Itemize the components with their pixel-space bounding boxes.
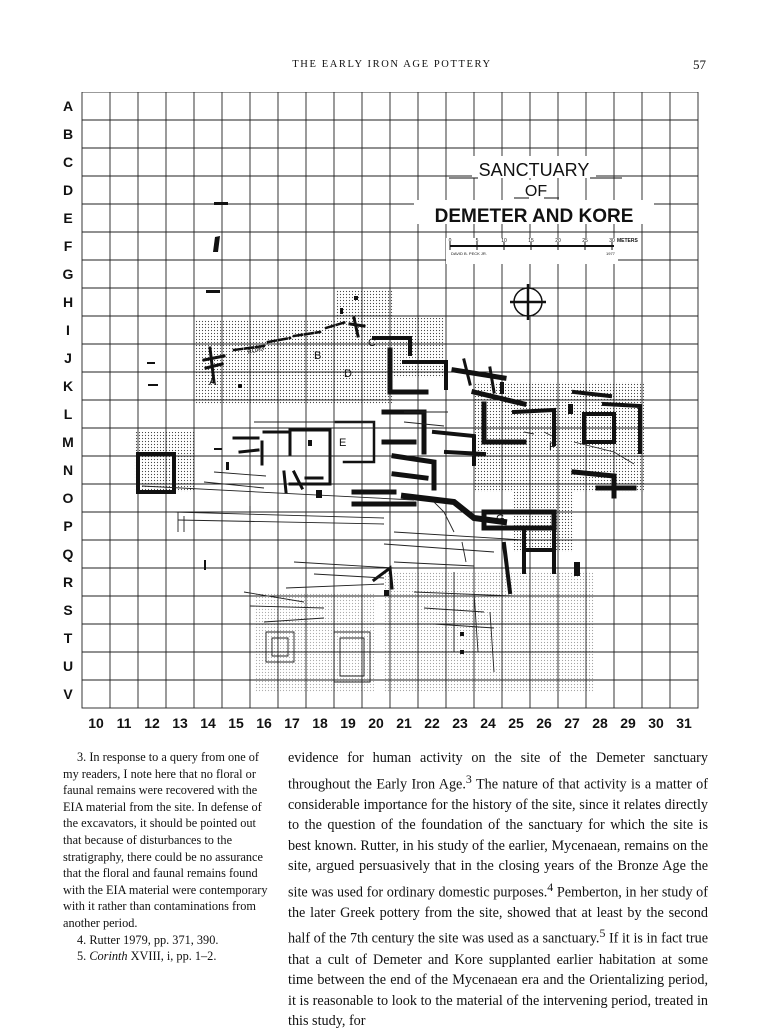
grid-lines: [82, 92, 698, 708]
col-label-23: 23: [452, 715, 468, 731]
scale-tick-30: 30: [609, 238, 615, 244]
row-label-d: D: [62, 182, 74, 198]
map-title-sanctuary: SANCTUARY: [478, 160, 590, 180]
row-label-u: U: [62, 658, 74, 674]
col-label-12: 12: [144, 715, 160, 731]
row-label-l: L: [63, 406, 73, 422]
col-label-26: 26: [536, 715, 552, 731]
footnote-4-text: Rutter 1979, pp. 371, 390.: [89, 932, 219, 947]
page-number: 57: [693, 57, 706, 72]
footnote-4: [63, 932, 275, 949]
area-label-c: C: [368, 337, 376, 349]
col-label-31: 31: [676, 715, 692, 731]
footnote-3: [63, 749, 275, 932]
col-label-15: 15: [228, 715, 244, 731]
col-label-30: 30: [648, 715, 664, 731]
running-head: [0, 59, 770, 75]
col-label-28: 28: [592, 715, 608, 731]
row-label-p: P: [63, 518, 73, 534]
area-label-f: F: [549, 441, 556, 453]
footnote-ref-4[interactable]: 4: [547, 879, 554, 894]
wall-fragments-north: [206, 202, 228, 293]
row-label-o: O: [62, 490, 74, 506]
scale-tick-15: 15: [528, 238, 534, 244]
footnote-5-text: XVIII, i, pp. 1–2.: [127, 949, 217, 964]
row-label-v: V: [63, 686, 73, 702]
footnote-5-number: 5.: [77, 949, 87, 964]
scale-tick-25: 25: [582, 238, 588, 244]
col-label-27: 27: [564, 715, 580, 731]
area-label-b: B: [314, 350, 322, 362]
row-label-b: B: [62, 126, 74, 142]
scale-year: 1977: [606, 251, 615, 256]
row-label-k: K: [62, 378, 74, 394]
col-label-18: 18: [312, 715, 328, 731]
col-label-11: 11: [116, 715, 132, 731]
area-label-d: D: [344, 368, 352, 380]
body-text: [288, 748, 708, 1032]
footnote-5: [63, 948, 275, 965]
scale-tick-5: 5: [475, 238, 479, 244]
footnote-3-number: 3.: [77, 750, 87, 764]
row-label-g: G: [62, 266, 74, 282]
scale-tick-20: 20: [555, 238, 561, 244]
map-title-of: OF: [524, 183, 548, 200]
scale-credit: DAVID B. PECK JR.: [451, 251, 487, 256]
road-label: ROAD: [247, 345, 266, 356]
orientation-marker: [510, 284, 546, 320]
row-label-m: M: [62, 434, 74, 450]
row-label-e: E: [63, 210, 73, 226]
footnote-ref-3[interactable]: 3: [465, 771, 472, 786]
col-label-14: 14: [200, 715, 216, 731]
area-label-e: E: [339, 437, 347, 449]
site-plan-figure: [54, 92, 714, 742]
row-label-t: T: [63, 630, 73, 646]
running-title: THE EARLY IRON AGE POTTERY: [292, 59, 492, 70]
col-label-16: 16: [256, 715, 272, 731]
scale-bar: [446, 238, 639, 264]
col-label-29: 29: [620, 715, 636, 731]
row-label-j: J: [64, 350, 72, 366]
row-label-r: R: [62, 574, 74, 590]
row-label-c: C: [62, 154, 74, 170]
scale-tick-0: 0: [448, 238, 452, 244]
row-label-f: F: [63, 238, 73, 254]
body-seg-1: evidence for human activity on the site of the Demeter sanctuary throughout the Early Iron Age.: [288, 750, 708, 793]
col-label-22: 22: [424, 715, 440, 731]
footnote-4-number: 4.: [77, 932, 87, 947]
map-title-demeter-kore: DEMETER AND KORE: [434, 206, 634, 227]
col-label-13: 13: [172, 715, 188, 731]
col-label-10: 10: [88, 715, 104, 731]
col-label-25: 25: [508, 715, 524, 731]
row-label-s: S: [63, 602, 73, 618]
area-label-a: A: [209, 376, 217, 388]
row-label-q: Q: [62, 546, 74, 562]
row-label-h: H: [62, 294, 74, 310]
scale-tick-10: 10: [501, 238, 507, 244]
col-label-21: 21: [396, 715, 412, 731]
col-label-17: 17: [284, 715, 300, 731]
col-label-19: 19: [340, 715, 356, 731]
row-label-n: N: [62, 462, 74, 478]
body-paragraph: [288, 748, 708, 1032]
footnote-5-italic: Corinth: [89, 949, 128, 964]
row-label-a: A: [62, 98, 74, 114]
col-label-20: 20: [368, 715, 384, 731]
footnote-3-text: In response to a query from one of my readers, I note here that no floral or faunal remains were recovered with the EIA material from the site. In defense of the excavators, it should be pointed out that because of disturbances to the stratigraphy, there could be no assurance that the floral and faunal remains found with the EIA material were contemporary with it rather than contaminations from another period.: [63, 750, 268, 930]
map-title-block: [414, 156, 654, 227]
body-seg-2: The nature of that activity is a matter of considerable importance for the history of the site, since it relates directly to the question of the foundation of the sanctuary for which the site is best known. Rutter, in his study of the earlier, Mycenaean, remains on the site, argued persuasively that in the closing years of the Bronze Age the site was used for ordinary domestic purposes.: [288, 776, 708, 901]
col-label-24: 24: [480, 715, 496, 731]
body-seg-4: If it is in fact true that a cult of Demeter and Kore supplanted earlier habitation at some time between the end of the Mycenaean era and the Orientalizing period, it is reasonable to look to the material of the intervening period, treated in this study, for: [288, 931, 708, 1030]
scale-label-meters: METERS: [617, 238, 638, 244]
body-seg-3: Pemberton, in her study of the later Greek pottery from the site, showed that at least by the second half of the 7th century the site was used as a sanctuary.: [288, 884, 708, 948]
area-label-g: G: [496, 513, 505, 525]
footnotes: [63, 749, 275, 965]
site-plan-map: [54, 92, 714, 732]
footnote-ref-5[interactable]: 5: [599, 926, 606, 941]
row-label-i: I: [66, 322, 70, 338]
